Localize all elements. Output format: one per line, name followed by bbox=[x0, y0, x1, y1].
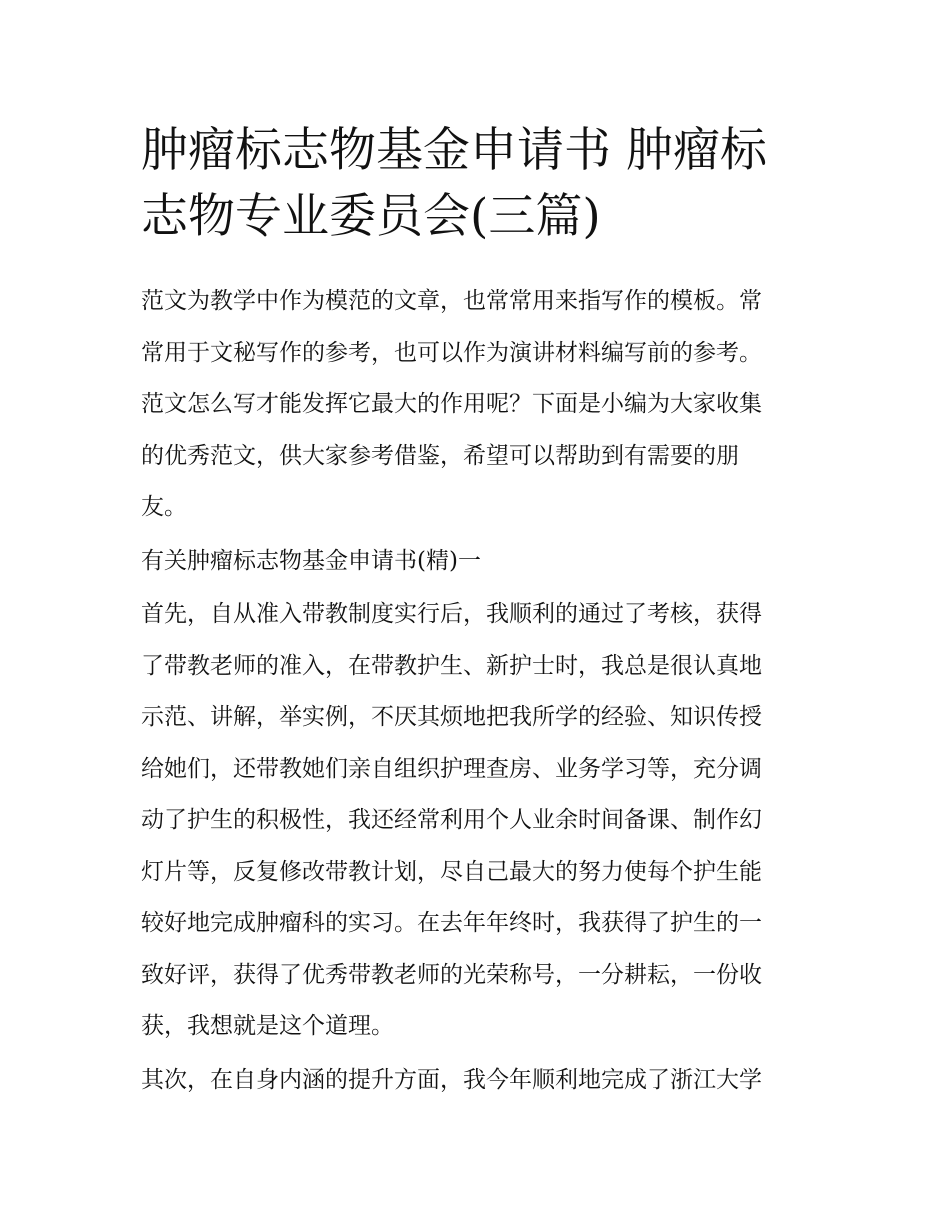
intro-line: 友。 bbox=[141, 494, 187, 520]
title-line: 肿瘤标志物基金申请书 肿瘤标 bbox=[141, 123, 767, 178]
body-line: 给她们，还带教她们亲自组织护理查房、业务学习等，充分调 bbox=[141, 755, 762, 782]
section-heading: 有关肿瘤标志物基金申请书(精)一 bbox=[141, 547, 481, 574]
body-line: 获，我想就是这个道理。 bbox=[141, 1013, 394, 1039]
document-content bbox=[141, 118, 811, 1106]
body-line: 了带教老师的准入，在带教护生、新护士时，我总是很认真地 bbox=[141, 652, 762, 679]
intro-paragraph bbox=[141, 276, 811, 534]
document-title bbox=[141, 118, 811, 250]
intro-line: 范文为教学中作为模范的文章，也常常用来指写作的模板。常 bbox=[141, 288, 762, 314]
body-line: 首先，自从准入带教制度实行后，我顺利的通过了考核，获得 bbox=[141, 601, 762, 627]
body-line: 动了护生的积极性，我还经常利用个人业余时间备课、制作幻 bbox=[141, 807, 762, 833]
body-paragraph-2 bbox=[141, 1055, 811, 1107]
body-line: 示范、讲解，举实例，不厌其烦地把我所学的经验、知识传授 bbox=[141, 704, 762, 730]
body-line: 灯片等，反复修改带教计划，尽自己最大的努力使每个护生能 bbox=[141, 858, 762, 885]
title-line: 志物专业委员会(三篇) bbox=[141, 189, 601, 244]
intro-line: 的优秀范文，供大家参考借鉴，希望可以帮助到有需要的朋 bbox=[141, 442, 739, 469]
body-paragraph-1 bbox=[141, 589, 811, 1053]
body-line: 其次，在自身内涵的提升方面，我今年顺利地完成了浙江大学 bbox=[141, 1066, 762, 1093]
intro-line: 常用于文秘写作的参考，也可以作为演讲材料编写前的参考。 bbox=[141, 339, 762, 366]
intro-line: 范文怎么写才能发挥它最大的作用呢？下面是小编为大家收集 bbox=[141, 391, 762, 417]
body-line: 致好评，获得了优秀带教老师的光荣称号，一分耕耘，一份收 bbox=[141, 961, 762, 988]
body-line: 较好地完成肿瘤科的实习。在去年年终时，我获得了护生的一 bbox=[141, 910, 762, 936]
